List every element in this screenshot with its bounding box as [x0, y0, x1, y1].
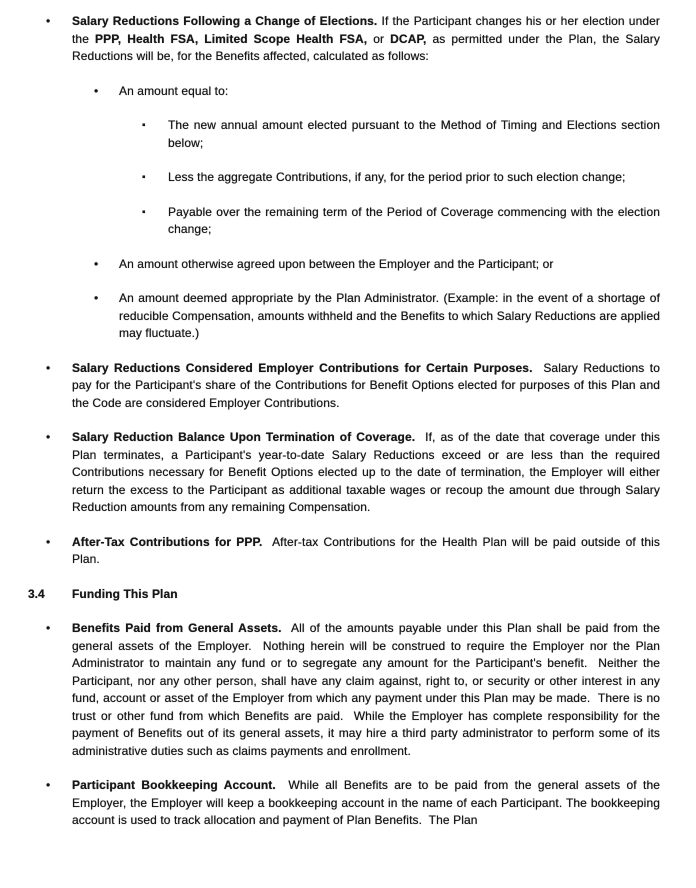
bullet-item [0, 169, 660, 187]
bullet-lead-bold: Salary Reductions Considered Employer Contributions for Certain Purposes. [72, 360, 533, 375]
bullet-icon: • [46, 534, 51, 549]
bullet-item [0, 534, 660, 569]
bullet-body-text: An amount deemed appropriate by the Plan Administrator. (Example: in the event of a shortage of reducible Compensation, amounts withheld and the Benefits to which Salary Reductions are applied may fluctuate.) [119, 291, 660, 340]
bullet-lead-bold: Salary Reduction Balance Upon Termination of Coverage. [72, 430, 416, 444]
bullet-body-text: An amount equal to: [119, 83, 229, 98]
section-number: 3.4 [28, 586, 45, 601]
bullet-text [168, 117, 660, 152]
bullet-icon: • [46, 621, 51, 635]
bullet-item [0, 429, 660, 517]
bullet-text [168, 169, 660, 187]
bullet-text [72, 777, 660, 830]
bullet-body-text: Less the aggregate Contributions, if any, for the period prior to such election change; [168, 170, 626, 184]
bullet-item [0, 620, 660, 760]
bullet-icon: • [46, 778, 51, 792]
bullet-text [72, 13, 660, 66]
bullet-text [72, 360, 660, 413]
bullet-text [72, 534, 660, 569]
bullet-body-text: or [367, 31, 391, 46]
bullet-item [0, 204, 660, 239]
bullet-item [0, 256, 660, 274]
bullet-body-text: After-tax Contributions for the Health Plan will be paid outside of this Plan. [72, 534, 660, 566]
bullet-lead-bold: DCAP, [390, 31, 427, 46]
bullet-item [0, 13, 660, 66]
bullet-icon: • [46, 14, 51, 28]
bullet-lead-bold: Participant Bookkeeping Account. [72, 778, 276, 792]
bullet-body-text: All of the amounts payable under this Plan shall be paid from the general assets of the Employer. Nothing herein will be construed to require the Employer nor the Plan Administrator to maintain any fund or to segregate any amount for the Participant's benefit. Neither the Participant, nor any other person, shall have any claim against, right to, or security or other interest in any fund, account or asset of the Employer from which any payment under this Plan may be made. There is no trust or other fund from which Benefits are paid. While the Employer has complete responsibility for the payment of Benefits out of its general assets, it may hire a third party administrator to perform some of its administrative duties such as claims payments and enrollment. [72, 621, 660, 758]
bullet-lead-bold: Benefits Paid from General Assets. [72, 621, 282, 635]
bullet-body-text: If, as of the date that coverage under this Plan terminates, a Participant's year-to-date Salary Reductions exceed or are less than the required Contributions necessary for Benefit Options elected up to the date of termination, the Employer will either return the excess to the Participant as additional taxable wages or recoup the amount due through Salary Reduction amounts from any remaining Compensation. [72, 430, 660, 514]
bullet-item [0, 360, 660, 413]
bullet-text [72, 620, 660, 760]
section-title: Funding This Plan [72, 586, 178, 601]
bullet-text [119, 83, 660, 101]
square-bullet-icon: ▪ [142, 206, 146, 218]
bullet-text [119, 256, 660, 274]
bullet-item [0, 117, 660, 152]
document-content [0, 13, 660, 830]
bullet-lead-bold: PPP, Health FSA, Limited Scope Health FSA, [95, 31, 368, 46]
bullet-body-text: as permitted under the Plan, the Salary Reductions will be, for the Benefits affected, calculated as follows: [72, 31, 661, 63]
bullet-text [168, 204, 660, 239]
bullet-body-text: If the Participant changes his or her election under the [72, 14, 660, 46]
bullet-lead-bold: Salary Reductions Following a Change of Elections. [72, 14, 378, 28]
bullet-lead-bold: After-Tax Contributions for PPP. [72, 534, 263, 549]
bullet-body-text: While all Benefits are to be paid from the general assets of the Employer, the Employer will keep a bookkeeping account in the name of each Participant. The bookkeeping account is used to track allocation and payment of Plan Benefits. The Plan [72, 778, 660, 827]
bullet-icon: • [46, 360, 51, 375]
square-bullet-icon: ▪ [142, 172, 146, 183]
bullet-item [0, 290, 660, 343]
bullet-text [72, 429, 660, 517]
section-heading [0, 586, 660, 604]
bullet-item [0, 777, 660, 830]
bullet-icon: • [94, 83, 99, 98]
bullet-icon: • [46, 430, 51, 444]
square-bullet-icon: ▪ [142, 120, 146, 131]
bullet-body-text: Payable over the remaining term of the Period of Coverage commencing with the election change; [168, 204, 660, 236]
bullet-body-text: The new annual amount elected pursuant to the Method of Timing and Elections section below; [168, 118, 660, 150]
bullet-icon: • [94, 291, 99, 305]
bullet-item [0, 83, 660, 101]
bullet-body-text: An amount otherwise agreed upon between the Employer and the Participant; or [119, 256, 554, 271]
bullet-icon: • [94, 256, 99, 271]
bullet-body-text: Salary Reductions to pay for the Participant's share of the Contributions for Benefit Options elected for purposes of this Plan and the Code are considered Employer Contributions. [72, 360, 660, 410]
bullet-text [119, 290, 660, 343]
